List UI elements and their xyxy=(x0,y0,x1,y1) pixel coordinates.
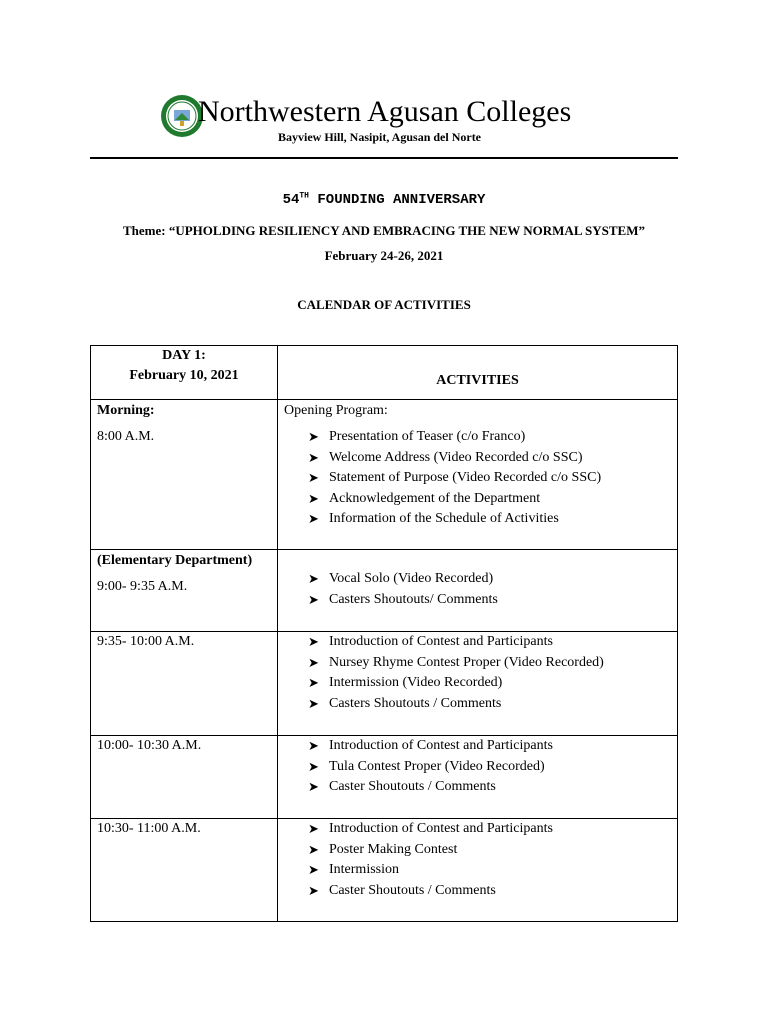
table-header-row xyxy=(91,346,678,400)
activities-header: ACTIVITIES xyxy=(436,373,519,388)
list-item xyxy=(308,736,677,757)
day-label: DAY 1: xyxy=(162,348,206,363)
time-slot: 10:00- 10:30 A.M. xyxy=(97,738,202,753)
list-item xyxy=(308,777,677,798)
list-item xyxy=(308,569,677,590)
arrowhead-bullet-icon: ➤ xyxy=(308,449,319,465)
arrowhead-bullet-icon: ➤ xyxy=(308,862,319,877)
activity-text: Tula Contest Proper (Video Recorded) xyxy=(329,758,545,774)
arrowhead-bullet-icon: ➤ xyxy=(308,882,319,898)
list-item xyxy=(308,840,677,861)
activity-text: Statement of Purpose (Video Recorded c/o SSC) xyxy=(329,470,602,485)
list-item xyxy=(308,489,677,510)
anniversary-number: 54 xyxy=(282,192,300,208)
arrowhead-bullet-icon: ➤ xyxy=(308,675,319,690)
time-cell xyxy=(91,819,278,922)
activities-cell xyxy=(278,736,678,819)
time-slot: 9:00- 9:35 A.M. xyxy=(97,579,188,594)
activity-list xyxy=(278,819,677,901)
event-dates: February 24-26, 2021 xyxy=(324,248,444,263)
time-cell xyxy=(91,400,278,550)
table-row xyxy=(91,400,678,550)
table-row xyxy=(91,550,678,632)
session-label: Morning: xyxy=(97,403,155,418)
arrowhead-bullet-icon: ➤ xyxy=(308,758,319,774)
activity-text: Nursey Rhyme Contest Proper (Video Recorded) xyxy=(329,654,604,670)
activity-text: Introduction of Contest and Participants xyxy=(329,634,553,649)
time-slot: 8:00 A.M. xyxy=(97,429,155,444)
list-item xyxy=(308,468,677,489)
anniversary-ordinal: TH xyxy=(299,191,309,201)
arrowhead-bullet-icon: ➤ xyxy=(308,695,319,711)
arrowhead-bullet-icon: ➤ xyxy=(308,779,319,794)
list-item xyxy=(308,860,677,881)
anniversary-text: FOUNDING ANNIVERSARY xyxy=(308,192,486,208)
list-item xyxy=(308,694,677,715)
activities-cell xyxy=(278,819,678,922)
list-item xyxy=(308,632,677,653)
activity-text: Vocal Solo (Video Recorded) xyxy=(329,571,494,586)
opening-program-label: Opening Program: xyxy=(284,403,388,418)
table-row xyxy=(91,736,678,819)
arrowhead-bullet-icon: ➤ xyxy=(308,591,319,607)
arrowhead-bullet-icon: ➤ xyxy=(308,841,319,857)
activity-text: Acknowledgement of the Department xyxy=(329,490,541,506)
list-item xyxy=(308,509,677,530)
day-header-cell xyxy=(91,346,278,400)
activities-cell xyxy=(278,632,678,736)
arrowhead-bullet-icon: ➤ xyxy=(308,654,319,670)
activity-text: Poster Making Contest xyxy=(329,841,458,857)
arrowhead-bullet-icon: ➤ xyxy=(308,634,319,649)
table-row xyxy=(91,632,678,736)
activities-cell xyxy=(278,400,678,550)
list-item xyxy=(308,448,677,469)
anniversary-title xyxy=(0,192,768,208)
activity-text: Intermission (Video Recorded) xyxy=(329,675,503,690)
list-item xyxy=(308,881,677,902)
activity-text: Presentation of Teaser (c/o Franco) xyxy=(329,429,526,444)
activity-list xyxy=(278,736,677,798)
activity-list xyxy=(278,427,677,530)
schedule-table xyxy=(90,345,678,922)
arrowhead-bullet-icon: ➤ xyxy=(308,571,319,586)
time-cell xyxy=(91,736,278,819)
arrowhead-bullet-icon: ➤ xyxy=(308,470,319,485)
activity-list xyxy=(278,569,677,610)
activities-cell xyxy=(278,550,678,632)
activity-text: Introduction of Contest and Participants xyxy=(329,738,553,753)
header-divider xyxy=(90,157,678,159)
arrowhead-bullet-icon: ➤ xyxy=(308,511,319,526)
activity-text: Casters Shoutouts / Comments xyxy=(329,695,502,711)
activity-text: Welcome Address (Video Recorded c/o SSC) xyxy=(329,449,583,465)
list-item xyxy=(308,590,677,611)
time-slot: 10:30- 11:00 A.M. xyxy=(97,821,201,836)
arrowhead-bullet-icon: ➤ xyxy=(308,821,319,836)
activity-text: Caster Shoutouts / Comments xyxy=(329,882,496,898)
school-name: Northwestern Agusan Colleges xyxy=(198,95,572,128)
calendar-title: CALENDAR OF ACTIVITIES xyxy=(297,297,471,312)
arrowhead-bullet-icon: ➤ xyxy=(308,490,319,506)
activity-text: Intermission xyxy=(329,862,399,877)
school-address: Bayview Hill, Nasipit, Agusan del Norte xyxy=(278,130,482,144)
list-item xyxy=(308,653,677,674)
activities-header-cell xyxy=(278,346,678,400)
event-theme: Theme: “UPHOLDING RESILIENCY AND EMBRACING THE NEW NORMAL SYSTEM” xyxy=(123,223,645,238)
time-cell xyxy=(91,632,278,736)
list-item xyxy=(308,427,677,448)
day-date: February 10, 2021 xyxy=(129,368,239,383)
time-slot: 9:35- 10:00 A.M. xyxy=(97,634,195,649)
activity-text: Introduction of Contest and Participants xyxy=(329,821,553,836)
activity-text: Casters Shoutouts/ Comments xyxy=(329,591,498,607)
time-cell xyxy=(91,550,278,632)
list-item xyxy=(308,673,677,694)
arrowhead-bullet-icon: ➤ xyxy=(308,429,319,444)
activity-list xyxy=(278,632,677,714)
arrowhead-bullet-icon: ➤ xyxy=(308,738,319,753)
list-item xyxy=(308,819,677,840)
list-item xyxy=(308,757,677,778)
activity-text: Information of the Schedule of Activities xyxy=(329,511,559,526)
table-row xyxy=(91,819,678,922)
department-label: (Elementary Department) xyxy=(97,553,253,568)
activity-text: Caster Shoutouts / Comments xyxy=(329,779,496,794)
